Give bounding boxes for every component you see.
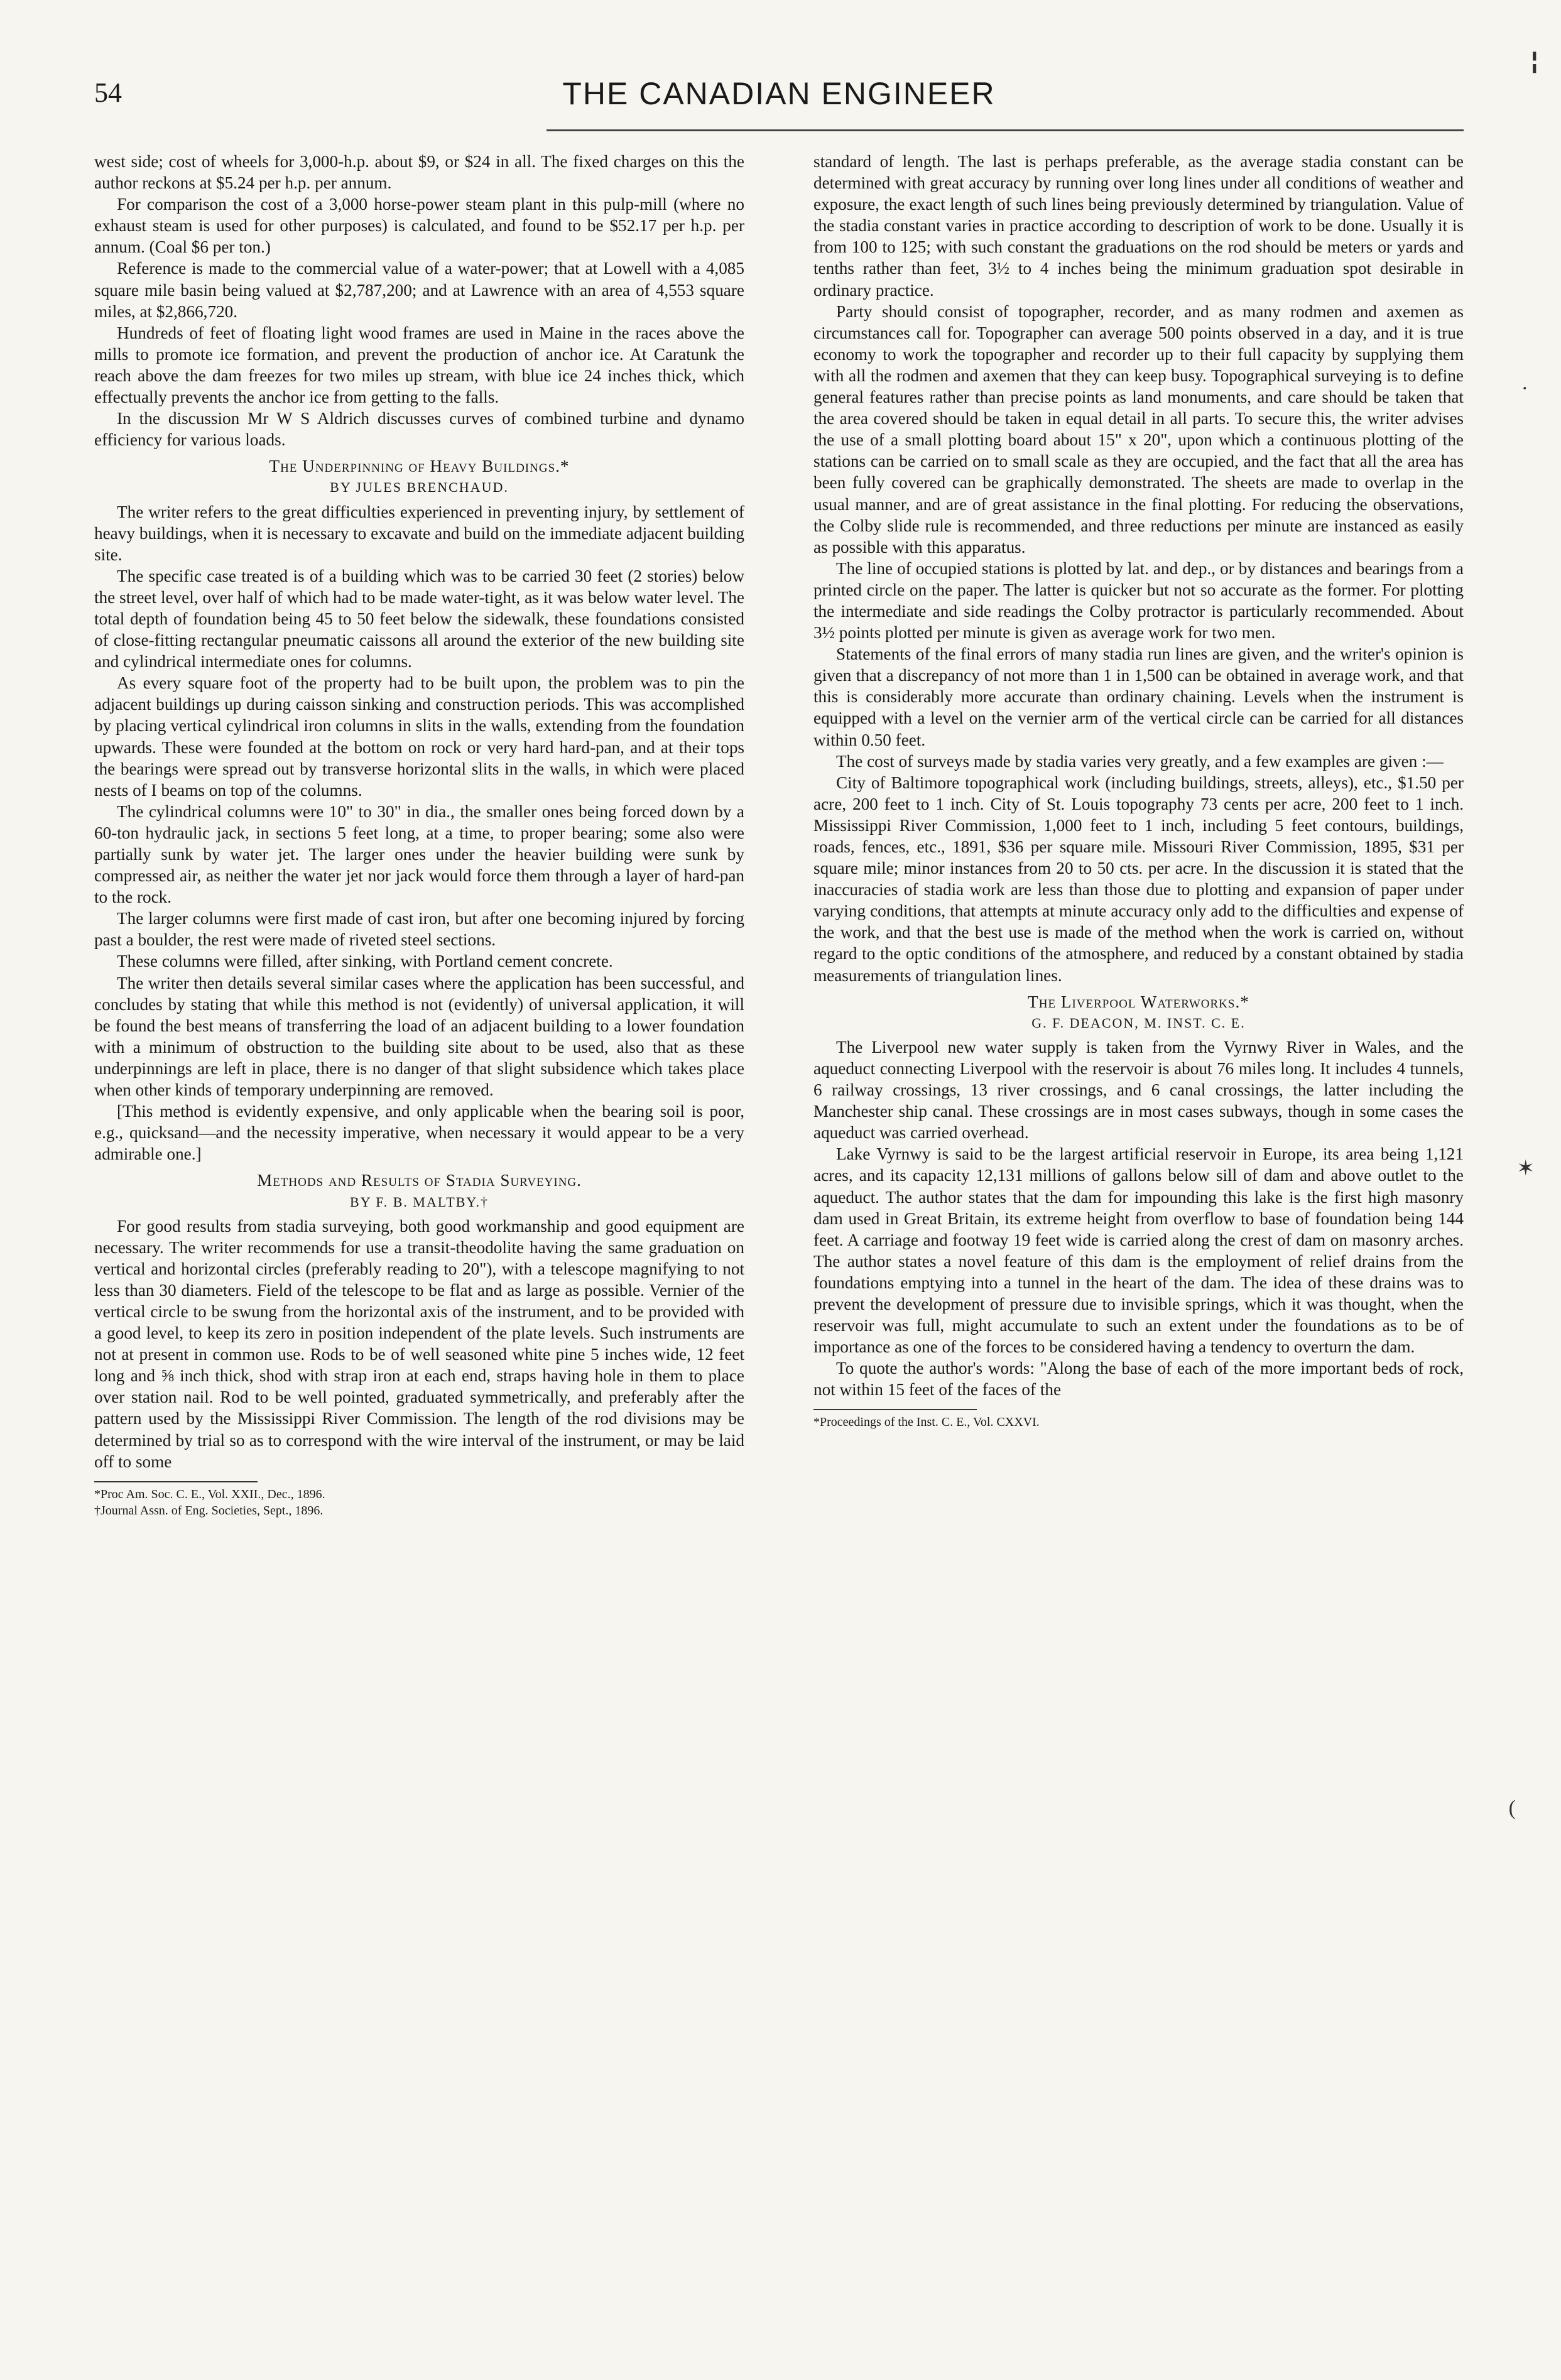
paragraph: Hundreds of feet of floating light wood frames are used in Maine in the races above the mills to promote ice formation, and prevent the production of anchor ice. At Caratunk the reach above the dam freezes for two miles up stream, with blue ice 24 inches thick, which effectually prevents the anchor ice from getting to the falls. [94,323,744,407]
paragraph: Reference is made to the commercial value of a water-power; that at Lowell with a 4,085 square mile basin being valued at $2,787,200; and at Lawrence with an area of 4,553 square miles, at $2,866,720. [94,259,744,321]
header-rule [547,129,1464,131]
paragraph: The writer refers to the great difficulties experienced in preventing injury, by settlement of heavy buildings, when it is necessary to excavate and build on the immediate adjacent building site. [94,502,744,564]
paragraph: Party should consist of topographer, recorder, and as many rodmen and axemen as circumstances call for. Topographer can average 500 points observed in a day, and it is true economy to work the topographer and recorder up to their full capacity by supplying them with all the rodmen and axemen that they can keep busy. Topographical surveying is to define general features rather than precise points as land monuments, and care should be taken that the area covered should be taken in equal detail in all parts. To secure this, the writer advises the use of a small plotting board about 15" x 20", upon which a continuous plotting of the stations can be carried on to small scale as they are occupied, and the fact that all the area has been fully covered can be graphically demonstrated. The sheets are made to overlap in the usual manner, and are of great assistance in the final plotting. For reducing the observations, the Colby slide rule is recommended, and three reductions per minute are instanced as easily as possible with this apparatus. [813,302,1464,557]
paragraph: The writer then details several similar cases where the application has been successful, and concludes by stating that while this method is not (evidently) of universal application, it will be found the best means of transferring the load of an adjacent building to a lower foundation with a minimum of obstruction to the building site about to be used, also that as these underpinnings are left in place, there is no danger of that slight subsidence which takes place when other kinds of temporary underpinning are removed. [94,973,744,1100]
paragraph: To quote the author's words: "Along the base of each of the more important beds of rock, not within 15 feet of the faces of the [813,1359,1464,1399]
paragraph: The cost of surveys made by stadia varies very greatly, and a few examples are given :— [836,751,1444,771]
footnote-rule [813,1409,977,1410]
paragraph: The Liverpool new water supply is taken from the Vyrnwy River in Wales, and the aqueduct connecting Liverpool with the reservoir is about 76 miles long. It includes 4 tunnels, 6 railway crossings, 13 river crossings, and 6 canal crossings, the latter including the Manchester ship canal. These crossings are in most cases subways, though in some cases the aqueduct was carried overhead. [813,1037,1464,1143]
article-byline: BY F. B. MALTBY.† [350,1193,489,1210]
right-column [813,151,1464,1430]
scan-edge-marks [1478,0,1553,2380]
scan-artifact-mark: ( [1508,1796,1516,1820]
running-title: THE CANADIAN ENGINEER [562,76,996,111]
paragraph: In the discussion Mr W S Aldrich discusses curves of combined turbine and dynamo efficiency for various loads. [94,409,744,450]
page-number: 54 [94,77,122,108]
paragraph: standard of length. The last is perhaps preferable, as the average stadia constant can be determined with great accuracy by running over long lines under all conditions of weather and exposure, the exact length of such lines being previously determined by triangulation. Value of the stadia constant varies in practice according to description of work to be done. Usually it is from 100 to 125; with such constant the graduations on the rod should be meters or yards and tenths rather than feet, 3½ to 4 inches being the minimum graduation spot desirable in ordinary practice. [813,152,1464,300]
paragraph: [This method is evidently expensive, and only applicable when the bearing soil is poor, e.g., quicksand—and the necessity imperative, when necessary it would appear to be a very admirable one.] [94,1102,744,1164]
paragraph: As every square foot of the property had to be built upon, the problem was to pin the adjacent buildings up during caisson sinking and construction periods. This was accomplished by placing vertical cylindrical iron columns in slits in the walls, extending from the foundation upwards. These were founded at the bottom on rock or very hard hard-pan, and at their tops the bearings were spread out by transverse horizontal slits in the walls, in which were placed nests of I beams on top of the columns. [94,673,744,800]
paragraph: For comparison the cost of a 3,000 horse-power steam plant in this pulp-mill (where no exhaust steam is used for other purposes) is calculated, and found to be $52.17 per h.p. per annum. (Coal $6 per ton.) [94,195,744,257]
article-heading: The Underpinning of Heavy Buildings.* [269,457,570,476]
paragraph: west side; cost of wheels for 3,000-h.p. about $9, or $24 in all. The fixed charges on this the author reckons at $5.24 per h.p. per annum. [94,152,744,193]
article-heading: Methods and Results of Stadia Surveying. [257,1171,582,1190]
paragraph: The specific case treated is of a building which was to be carried 30 feet (2 stories) below the street level, over half of which had to be made water-tight, as it was below water level. The total depth of foundation being 45 to 50 feet below the sidewalk, these foundations consisted of close-fitting rectangular pneumatic caissons all around the exterior of the new building site and cylindrical intermediate ones for columns. [94,566,744,671]
article-heading: The Liverpool Waterworks.* [1028,992,1249,1011]
scan-artifact-mark: ╏ [1528,52,1541,75]
footnote: *Proceedings of the Inst. C. E., Vol. CXXVI. [813,1415,1040,1430]
paragraph: The larger columns were first made of cast iron, but after one becoming injured by forcing past a boulder, the rest were made of riveted steel sections. [94,909,744,950]
footnote: †Journal Assn. of Eng. Societies, Sept., 1896. [94,1503,324,1518]
paragraph: These columns were filled, after sinking, with Portland cement concrete. [117,952,613,971]
paragraph: Statements of the final errors of many stadia run lines are given, and the writer's opinion is given that a discrepancy of not more than 1 in 1,500 can be obtained in average work, and that this is considerably more accurate than ordinary chaining. Levels when the instrument is equipped with a level on the vernier arm of the vertical circle can be carried for all distances within 0.50 feet. [813,644,1464,749]
scan-artifact-mark: ✶ [1516,1157,1535,1180]
page-header [94,75,1464,135]
scan-artifact-mark: · [1521,377,1528,400]
article-byline: BY JULES BRENCHAUD. [330,479,509,496]
document-page [94,75,1464,2349]
footnote: *Proc Am. Soc. C. E., Vol. XXII., Dec., 1896. [94,1487,325,1501]
left-column [94,151,744,1519]
paragraph: The line of occupied stations is plotted by lat. and dep., or by distances and bearings from a printed circle on the paper. The latter is quicker but not so accurate as the former. For plotting the intermediate and side readings the Colby protractor is particularly recommended. About 3½ points plotted per minute is given as average work for two men. [813,558,1464,643]
paragraph: The cylindrical columns were 10" to 30" in dia., the smaller ones being forced down by a 60-ton hydraulic jack, in sections 5 feet long, at a time, to proper bearing; some also were partially sunk by water jet. The larger ones under the heavier building were sunk by compressed air, as neither the water jet nor jack would force them through a layer of hard-pan to the rock. [94,801,744,907]
paragraph: For good results from stadia surveying, both good workmanship and good equipment are necessary. The writer recommends for use a transit-theodolite having the same graduation on vertical and horizontal circles (preferably reading to 20"), with a telescope magnifying to not less than 30 diameters. Field of the telescope to be flat and as large as possible. Vernier of the vertical circle to be swung from the horizontal axis of the instrument, and to be provided with a good level, to keep its zero in position independent of the plate levels. Such instruments are not at present in common use. Rods to be of well seasoned white pine 5 inches wide, 12 feet long and ⅝ inch thick, shod with strap iron at each end, straps having hole in them to place over station nail. Rod to be well pointed, graduated symmetrically, and preferably after the pattern used by the Mississippi River Commission. The length of the rod divisions may be determined by trial so as to correspond with the wire interval of the instrument, or may be laid off to some [94,1216,744,1471]
article-byline: G. F. DEACON, M. INST. C. E. [1031,1014,1246,1031]
footnote-rule [94,1481,258,1482]
paragraph: Lake Vyrnwy is said to be the largest artificial reservoir in Europe, its area being 1,121 acres, and its capacity 12,131 millions of gallons below sill of dam and above outlet to the aqueduct. The author states that the dam for impounding this lake is the first high masonry dam used in Great Britain, its extreme height from overflow to base of foundation being 144 feet. A carriage and footway 19 feet wide is carried along the crest of dam on masonry arches. The author states a novel feature of this dam is the employment of relief drains from the foundations emptying into a tunnel in the heart of the dam. The idea of these drains was to prevent the development of pressure due to invisible springs, which it was thought, when the reservoir was full, might accumulate to such an extent under the foundations as to be of importance as one of the forces to be considered having a tendency to overturn the dam. [813,1144,1464,1357]
paragraph: City of Baltimore topographical work (including buildings, streets, alleys), etc., $1.50 per acre, 200 feet to 1 inch. City of St. Louis topography 73 cents per acre, 200 feet to 1 inch. Mississippi River Commission, 1,000 feet to 1 inch, including 5 feet contours, buildings, roads, fences, etc., 1891, $36 per square mile. Missouri River Commission, 1895, $31 per square mile; minor instances from 20 to 50 cts. per acre. In the discussion it is stated that the inaccuracies of stadia work are less than those due to plotting and expansion of paper under varying conditions, that attempts at minute accuracy only add to the difficulties and expense of the work, and that the best use is made of the method when the work is carried on, without regard to the optic conditions of the atmosphere, and reduced by a constant obtained by stadia measurements of triangulation lines. [813,773,1464,985]
